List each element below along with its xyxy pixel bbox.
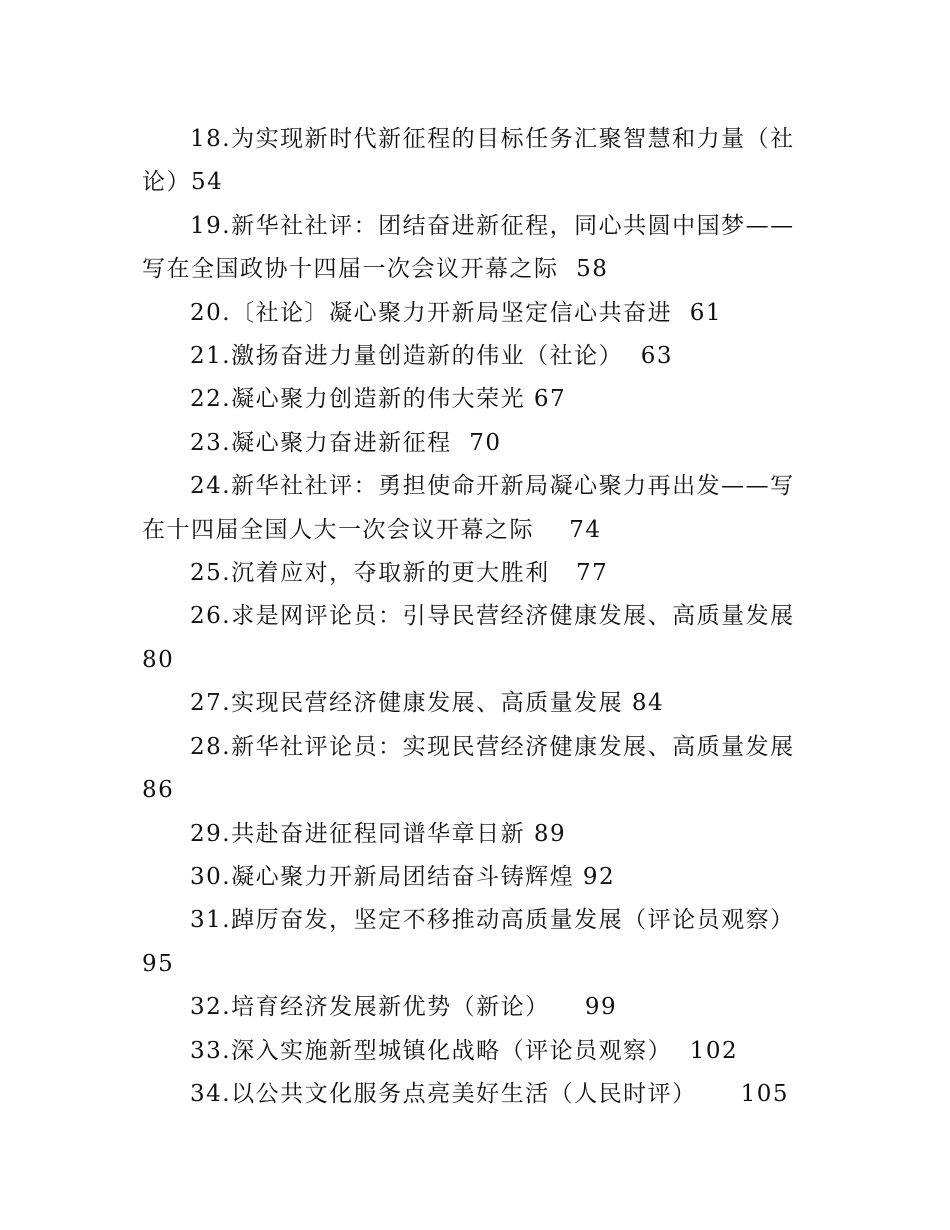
toc-entry-33[interactable]: 33.深入实施新型城镇化战略（评论员观察） 102 [190,1037,739,1064]
toc-entry-32[interactable]: 32.培育经济发展新优势（新论） 99 [190,994,618,1021]
toc-entry-30[interactable]: 30.凝心聚力开新局团结奋斗铸辉煌 92 [190,863,616,890]
toc-entry-26[interactable]: 26.求是网评论员：引导民营经济健康发展、高质量发展 80 [142,603,804,673]
toc-entry-28[interactable]: 28.新华社评论员：实现民营经济健康发展、高质量发展 86 [142,733,804,804]
toc-entry-19[interactable]: 19.新华社社评：团结奋进新征程，同心共圆中国梦——写在全国政协十四届一次会议开幕之际 58 [142,212,795,283]
toc-entry-21[interactable]: 21.激扬奋进力量创造新的伟业（社论） 63 [190,343,673,370]
toc-entry-24[interactable]: 24.新华社社评：勇担使命开新局凝心聚力再出发——写在十四届全国人大一次会议开幕之际 74 [142,473,795,543]
table-of-contents [142,118,802,1116]
toc-entry-18[interactable]: 18.为实现新时代新征程的目标任务汇聚智慧和力量（社论）54 [142,126,795,196]
toc-entry-20[interactable]: 20.〔社论〕凝心聚力开新局坚定信心共奋进 61 [190,299,722,326]
toc-entry-22[interactable]: 22.凝心聚力创造新的伟大荣光 67 [190,386,567,413]
toc-entry-25[interactable]: 25.沉着应对，夺取新的更大胜利 77 [190,560,609,587]
toc-entry-27[interactable]: 27.实现民营经济健康发展、高质量发展 84 [190,690,665,717]
toc-entry-29[interactable]: 29.共赴奋进征程同谱华章日新 89 [190,820,567,847]
toc-entry-23[interactable]: 23.凝心聚力奋进新征程 70 [190,429,502,456]
toc-entry-34[interactable]: 34.以公共文化服务点亮美好生活（人民时评） 105 [190,1080,790,1107]
toc-entry-31[interactable]: 31.踔厉奋发，坚定不移推动高质量发展（评论员观察） 95 [142,907,804,977]
